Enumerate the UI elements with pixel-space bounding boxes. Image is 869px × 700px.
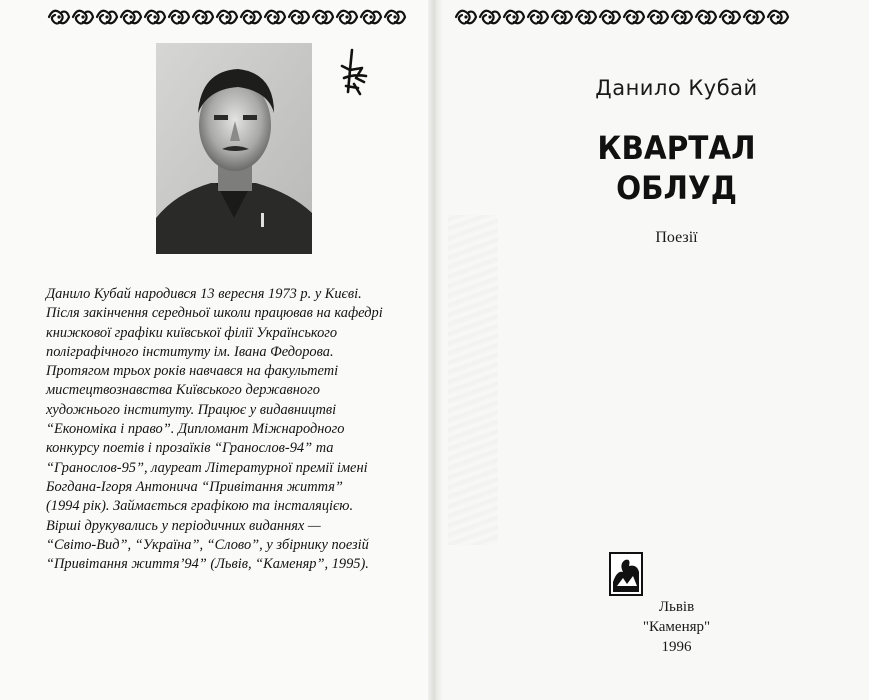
bio-line: (1994 рік). Займається графікою та інсталяцією. <box>46 498 354 515</box>
bio-line: Данило Кубай народився 13 вересня 1973 р. у Києві. <box>46 286 362 302</box>
celtic-knot-border-icon <box>47 6 407 28</box>
bio-line: “Економіка і право”. Дипломант Міжнародного <box>46 421 345 438</box>
bio-line: поліграфічного інституту ім. Івана Федорова. <box>46 343 334 360</box>
author-biography <box>46 285 426 574</box>
bio-line: “Гранослов-95”, лауреат Літературної премії імені <box>46 459 368 476</box>
book-gutter <box>428 0 442 700</box>
bio-line: Богдана-Ігоря Антонича “Привітання життя” <box>46 478 343 495</box>
right-page <box>436 0 869 700</box>
bio-line: книжкової графіки київської філії Українського <box>46 324 338 341</box>
bio-line: “Привітання життя’94” (Львів, “Каменяр”, 1995). <box>46 556 369 573</box>
title-line-2: ОБЛУД <box>616 169 737 207</box>
celtic-knot-border-icon <box>454 6 812 28</box>
title-line-1: КВАРТАЛ <box>597 129 756 167</box>
imprint <box>436 597 869 657</box>
book-title <box>436 128 869 208</box>
author-name: Данило Кубай <box>595 76 758 100</box>
author-portrait <box>156 43 312 254</box>
imprint-city: Львів <box>658 599 695 615</box>
bio-line: Після закінчення середньої школи працював на кафедрі <box>46 305 383 322</box>
bio-line: Протягом трьох років навчався на факультеті <box>46 363 339 380</box>
signature-mark <box>336 48 370 101</box>
imprint-publisher: "Каменяр" <box>642 619 711 635</box>
bio-line: мистецтвознавства Київського державного <box>46 382 320 399</box>
bio-line: художнього інституту. Працює у видавництві <box>46 401 337 418</box>
bio-line: конкурсу поетів і прозаїків “Гранослов-94” та <box>46 440 334 457</box>
imprint-year: 1996 <box>661 639 692 655</box>
genre-label: Поезії <box>655 229 698 246</box>
bio-line: Вірші друкувались у періодичних виданнях — <box>46 517 321 534</box>
bio-line: “Світо-Вид”, “Україна”, “Слово”, у збірнику поезій <box>46 536 369 553</box>
show-through-shadow <box>448 215 498 545</box>
kamenyar-logo-icon <box>609 552 643 596</box>
